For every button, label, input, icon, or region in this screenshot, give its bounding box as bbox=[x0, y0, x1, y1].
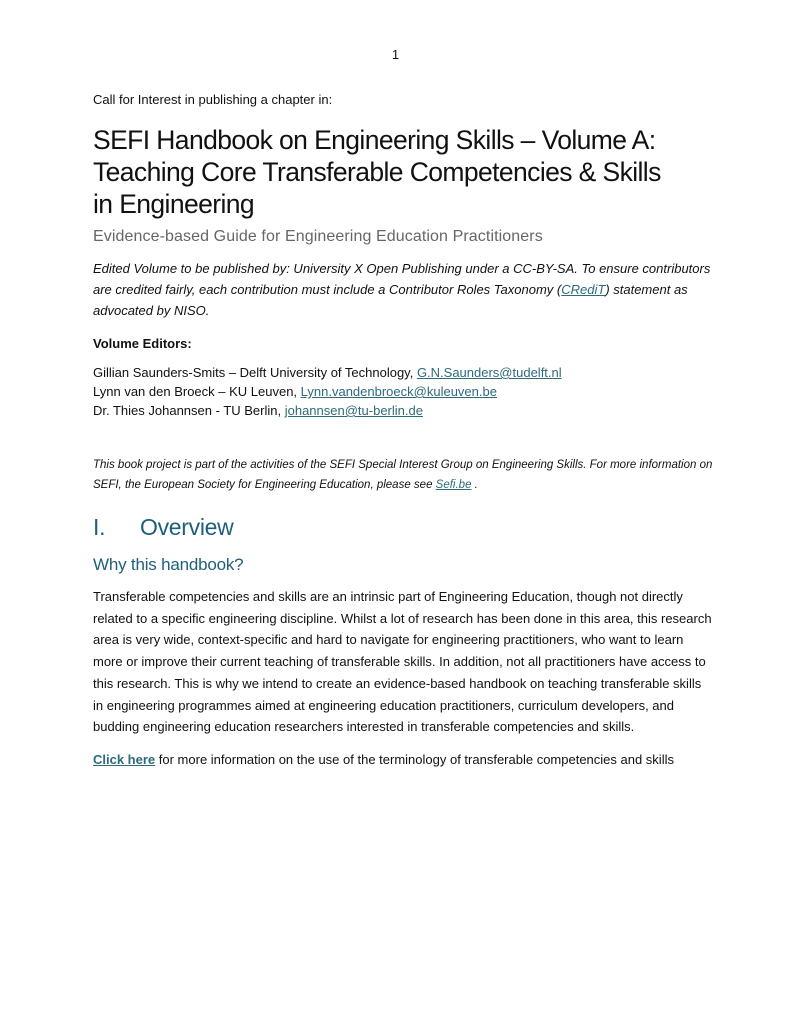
subtitle: Evidence-based Guide for Engineering Education Practitioners bbox=[93, 228, 543, 245]
editor-name: Lynn van den Broeck – KU Leuven, bbox=[93, 384, 301, 399]
main-title-line-2: Teaching Core Transferable Competencies & Skills bbox=[93, 157, 661, 187]
edited-volume-text: Edited Volume to be published by: University X Open Publishing under a CC-BY-SA. To ensure contributors are credited fairly, each contribution must include a Contributor Roles Taxonomy ( bbox=[93, 261, 711, 297]
main-title-line-3: in Engineering bbox=[93, 189, 255, 219]
editor-entry bbox=[93, 363, 713, 382]
editor-entry bbox=[93, 401, 713, 420]
section-number: I. bbox=[93, 514, 106, 540]
main-title-line-1: SEFI Handbook on Engineering Skills – Volume A: bbox=[93, 125, 656, 155]
editors-list bbox=[93, 363, 713, 420]
project-note bbox=[93, 455, 713, 495]
editors-heading: Volume Editors: bbox=[93, 336, 192, 351]
click-here-link[interactable]: Click here bbox=[93, 751, 156, 767]
click-here-paragraph bbox=[93, 749, 713, 771]
main-title bbox=[93, 124, 713, 220]
editor-name: Dr. Thies Johannsen - TU Berlin, bbox=[93, 403, 285, 418]
click-here-text: for more information on the use of the terminology of transferable competencies and skills bbox=[155, 751, 674, 767]
page-content bbox=[93, 92, 713, 771]
section-heading-overview bbox=[93, 514, 713, 541]
editor-email-link[interactable]: G.N.Saunders@tudelft.nl bbox=[416, 365, 562, 380]
edited-volume-statement bbox=[93, 258, 713, 321]
page-number: 1 bbox=[391, 47, 400, 62]
subsection-heading: Why this handbook? bbox=[93, 555, 244, 574]
edited-volume-text-end: ) statement as advocated by NISO. bbox=[93, 282, 688, 318]
section-title: Overview bbox=[140, 514, 234, 540]
editor-email-link[interactable]: johannsen@tu-berlin.de bbox=[284, 403, 423, 418]
project-note-text: This book project is part of the activities of the SEFI Special Interest Group on Engineering Skills. For more information on SEFI, the European Society for Engineering Education, please see bbox=[93, 459, 713, 491]
body-paragraph: Transferable competencies and skills are an intrinsic part of Engineering Education, though not directly related to a specific engineering discipline. Whilst a lot of research has been done in this area, this research area is very wide, context-specific and hard to navigate for engineering practitioners, who want to learn more or improve their current teaching of transferable skills. In addition, not all practitioners have access to this research. This is why we intend to create an evidence-based handbook on teaching transferable skills in engineering programmes aimed at engineering education practitioners, curriculum developers, and budding engineering education researchers interested in transferable competencies and skills. bbox=[93, 589, 712, 735]
editor-name: Gillian Saunders-Smits – Delft University of Technology, bbox=[93, 365, 417, 380]
sefi-link[interactable]: Sefi.be bbox=[435, 479, 472, 491]
editor-entry bbox=[93, 382, 713, 401]
project-note-end: . bbox=[471, 479, 478, 491]
credit-link[interactable]: CRediT bbox=[561, 282, 606, 297]
editor-email-link[interactable]: Lynn.vandenbroeck@kuleuven.be bbox=[300, 384, 497, 399]
call-for-interest: Call for Interest in publishing a chapter in: bbox=[93, 92, 333, 107]
